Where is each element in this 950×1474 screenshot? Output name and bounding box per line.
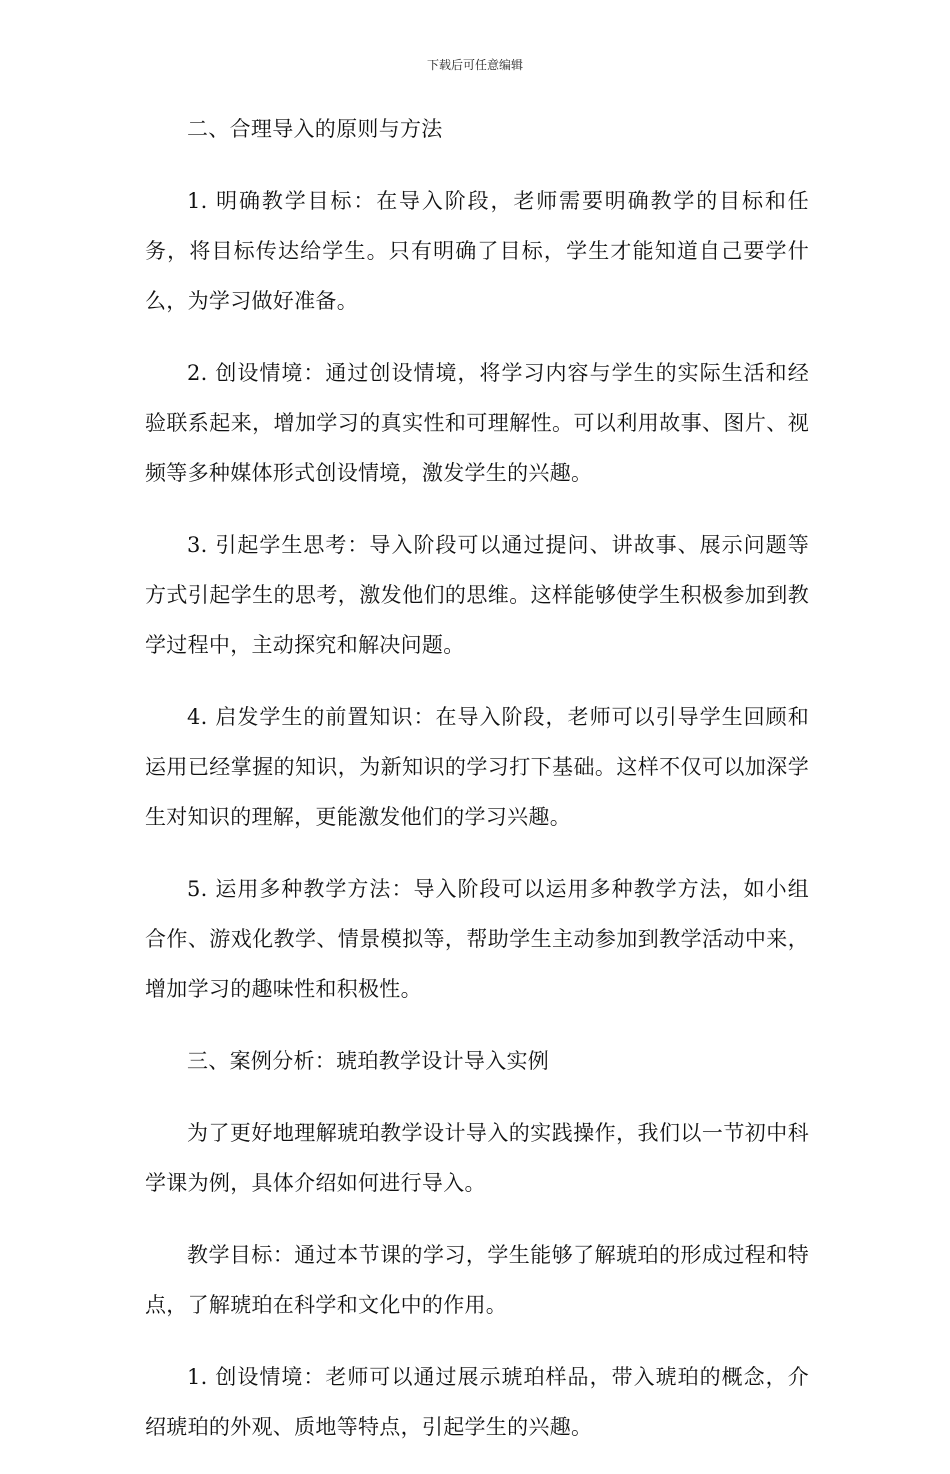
section-heading: 二、合理导入的原则与方法 [187, 117, 443, 141]
paragraph: 1. 创设情境：老师可以通过展示琥珀样品，带入琥珀的概念，介绍琥珀的外观、质地等特点，引起学生的兴趣。 [145, 1365, 809, 1439]
page-header: 下载后可任意编辑 [426, 58, 523, 72]
paragraph: 教学目标：通过本节课的学习，学生能够了解琥珀的形成过程和特点，了解琥珀在科学和文化中的作用。 [145, 1243, 809, 1317]
paragraph: 5. 运用多种教学方法：导入阶段可以运用多种教学方法，如小组合作、游戏化教学、情景模拟等，帮助学生主动参加到教学活动中来，增加学习的趣味性和积极性。 [145, 877, 809, 1001]
paragraph: 为了更好地理解琥珀教学设计导入的实践操作，我们以一节初中科学课为例，具体介绍如何进行导入。 [145, 1121, 809, 1195]
paragraph: 1. 明确教学目标：在导入阶段，老师需要明确教学的目标和任务，将目标传达给学生。只有明确了目标，学生才能知道自己要学什么，为学习做好准备。 [145, 189, 809, 313]
document-body [145, 104, 809, 1474]
paragraph: 3. 引起学生思考：导入阶段可以通过提问、讲故事、展示问题等方式引起学生的思考，激发他们的思维。这样能够使学生积极参加到教学过程中，主动探究和解决问题。 [145, 533, 809, 657]
section-heading: 三、案例分析：琥珀教学设计导入实例 [187, 1049, 550, 1073]
paragraph: 2. 创设情境：通过创设情境，将学习内容与学生的实际生活和经验联系起来，增加学习的真实性和可理解性。可以利用故事、图片、视频等多种媒体形式创设情境，激发学生的兴趣。 [145, 361, 809, 485]
paragraph: 4. 启发学生的前置知识：在导入阶段，老师可以引导学生回顾和运用已经掌握的知识，为新知识的学习打下基础。这样不仅可以加深学生对知识的理解，更能激发他们的学习兴趣。 [145, 705, 809, 829]
